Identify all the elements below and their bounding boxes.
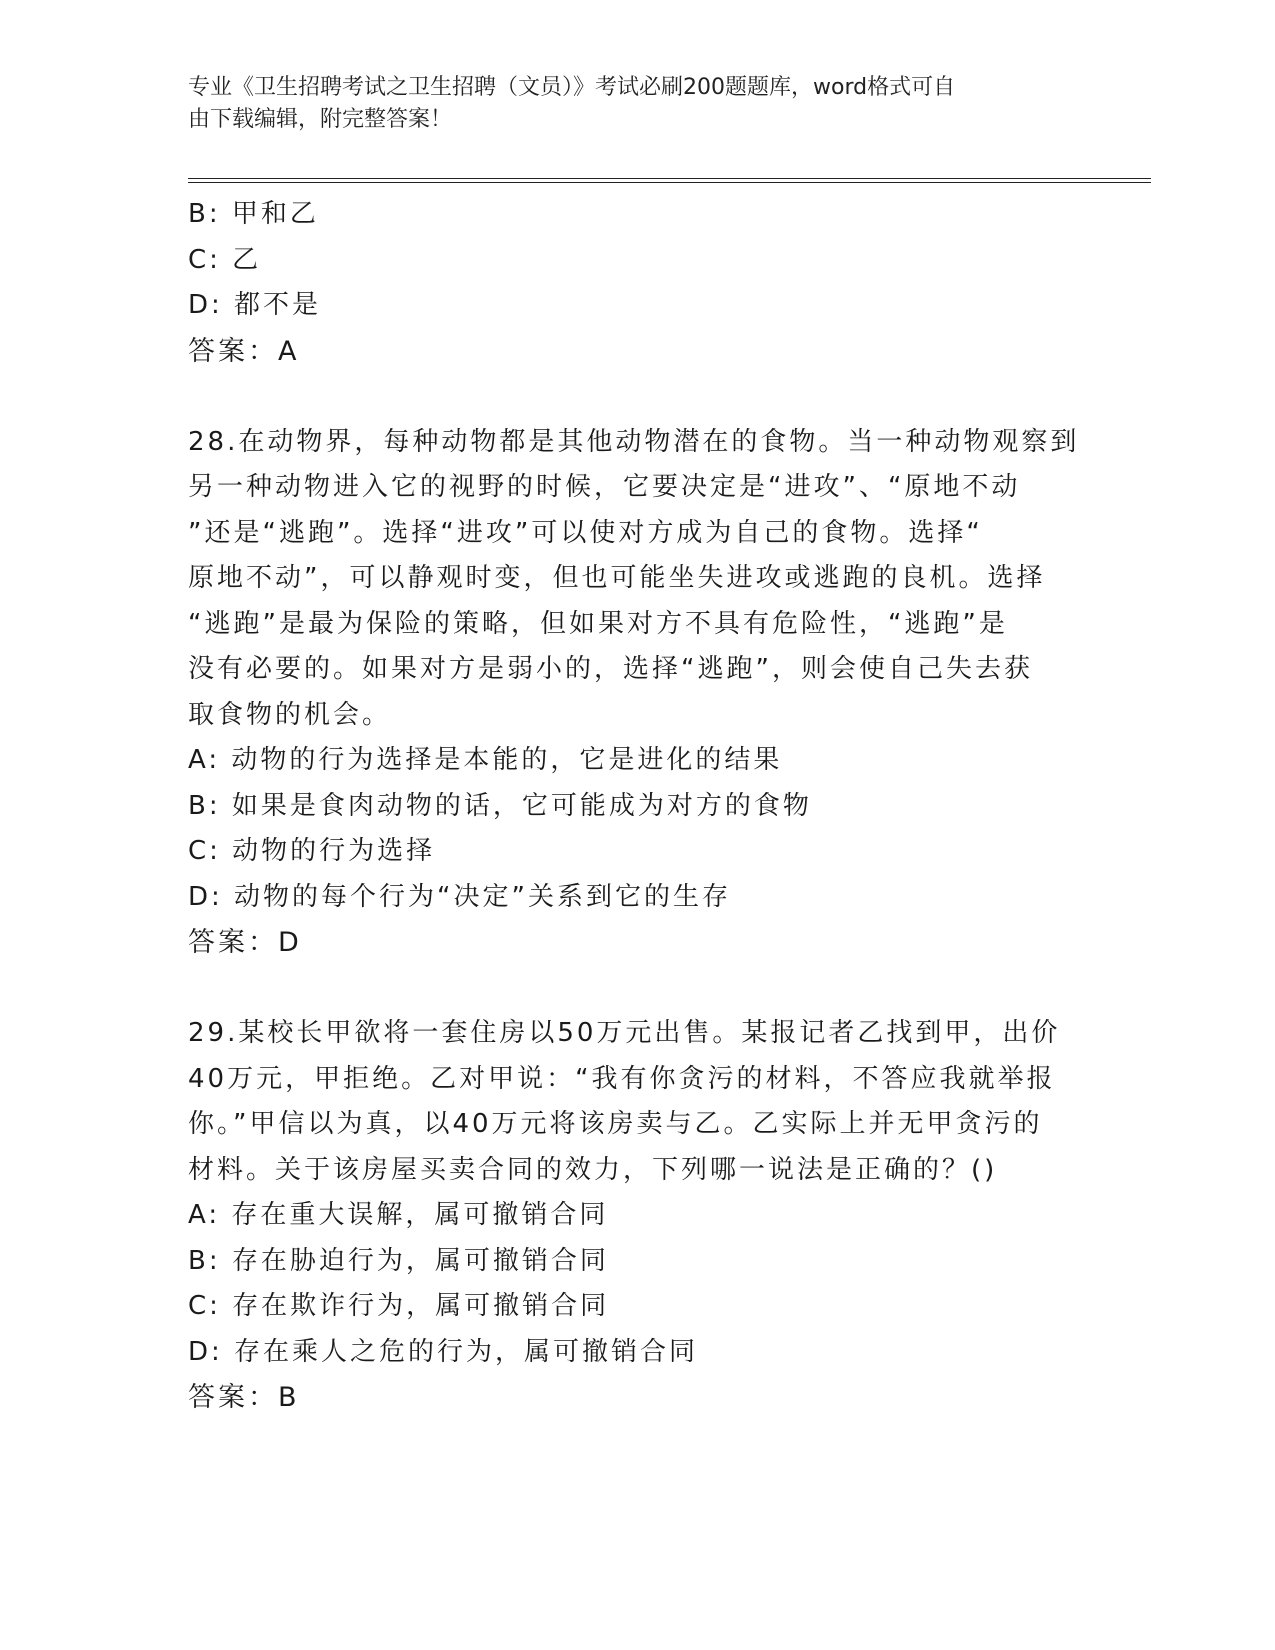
option-c: C: 动物的行为选择 — [188, 836, 436, 866]
question-28-block — [188, 420, 1088, 966]
question-text-line: 另一种动物进入它的视野的时候，它要决定是“进攻”、“原地不动 — [188, 472, 1021, 502]
question-text-line: “逃跑”是最为保险的策略，但如果对方不具有危险性，“逃跑”是 — [188, 608, 1008, 639]
question-text-line: 29.某校长甲欲将一套住房以50万元出售。某报记者乙找到甲，出价 — [188, 1018, 1061, 1048]
question-text-line: 没有必要的。如果对方是弱小的，选择“逃跑”，则会使自己失去获 — [188, 654, 1033, 684]
question-text-line: 40万元，甲拒绝。乙对甲说：“我有你贪污的材料，不答应我就举报 — [188, 1063, 1056, 1094]
option-b: B: 存在胁迫行为，属可撤销合同 — [188, 1245, 609, 1276]
document-body — [188, 192, 1088, 1421]
header-divider-bottom — [188, 182, 1151, 183]
previous-question-block — [188, 192, 1088, 374]
option-c: C: 存在欺诈行为，属可撤销合同 — [188, 1291, 610, 1321]
question-text-line: 28.在动物界，每种动物都是其他动物潜在的食物。当一种动物观察到 — [188, 426, 1080, 457]
question-text-line: 原地不动”，可以静观时变，但也可能坐失进攻或逃跑的良机。选择 — [188, 563, 1046, 593]
page-header — [188, 72, 1068, 136]
question-text-line: 你。”甲信以为真，以40万元将该房卖与乙。乙实际上并无甲贪污的 — [188, 1109, 1043, 1139]
header-line-1: 专业《卫生招聘考试之卫生招聘（文员）》考试必刷200题题库，word格式可自 — [188, 75, 956, 100]
spacer — [188, 966, 1088, 1012]
answer-line: 答案：D — [188, 927, 302, 958]
option-d: D: 都不是 — [188, 290, 322, 320]
header-divider-top — [188, 178, 1151, 179]
option-b: B: 甲和乙 — [188, 199, 319, 229]
question-29-block — [188, 1011, 1088, 1421]
option-b: B: 如果是食肉动物的话，它可能成为对方的食物 — [188, 790, 812, 821]
option-d: D: 动物的每个行为“决定”关系到它的生存 — [188, 881, 731, 912]
option-a: A: 动物的行为选择是本能的，它是进化的结果 — [188, 745, 783, 775]
option-a: A: 存在重大误解，属可撤销合同 — [188, 1200, 609, 1230]
question-text-line: 取食物的机会。 — [188, 699, 392, 730]
option-d: D: 存在乘人之危的行为，属可撤销合同 — [188, 1336, 699, 1367]
header-line-2: 由下载编辑，附完整答案！ — [188, 107, 453, 132]
option-c: C: 乙 — [188, 244, 262, 275]
question-text-line: ”还是“逃跑”。选择“进攻”可以使对方成为自己的食物。选择“ — [188, 517, 983, 548]
answer-line: 答案：B — [188, 1382, 300, 1413]
spacer — [188, 374, 1088, 420]
answer-line: 答案：A — [188, 335, 300, 367]
question-text-line: 材料。关于该房屋买卖合同的效力，下列哪一说法是正确的？() — [188, 1154, 998, 1185]
